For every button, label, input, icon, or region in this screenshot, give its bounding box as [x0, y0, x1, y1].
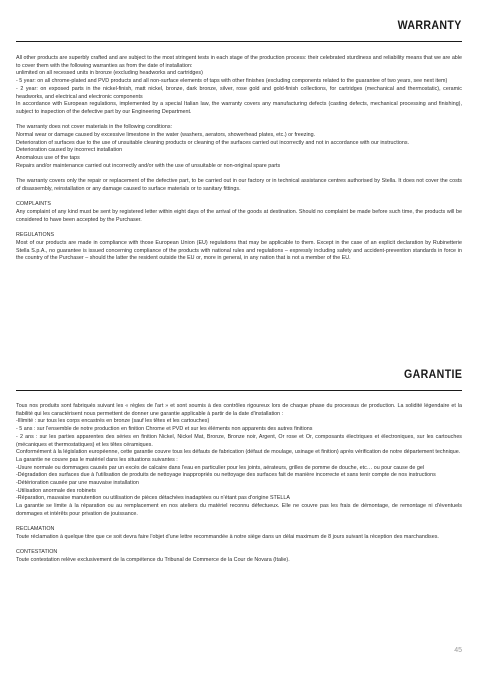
warranty-section	[16, 55, 462, 263]
garantie-intro-paragraph: Tous nos produits sont fabriqués suivant les « règles de l'art » et sont soumis à des contrôles rigoureux lors de chaque phase du processus de production. La solidité légendaire et la fiabilité qui les caractérisent nous permettent de donner une garantie applicable à partir de la date d'installation :	[16, 403, 462, 417]
regulations-title: REGULATIONS	[16, 232, 55, 239]
page-number: 45	[454, 647, 462, 654]
warranty-exclusion-item: Anomalous use of the taps	[16, 155, 80, 162]
garantie-heading: GARANTIE	[403, 369, 462, 381]
garantie-exclusion-item: -Dégradation des surfaces due à l'utilisation de produits de nettoyage inappropriés ou nettoyage des surfaces fait de manière incorrecte et sans tenir compte de nos instructions	[16, 472, 436, 479]
reclamation-title: RECLAMATION	[16, 526, 55, 533]
garantie-exclusion-item: -Usure normale ou dommages causés par un excès de calcaire dans l'eau en particulier pour les joints, aérateurs, grilles de pomme de douche, etc… ou pour cause de gel	[16, 464, 425, 471]
warranty-exclusions-lead: The warranty does not cover materials in the following conditions:	[16, 124, 173, 131]
warranty-intro-item: - 5 year: on all chrome-plated and PVD products and all non-surface elements of taps with other finishes (excluding components related to the guarantee of two years, see next item)	[16, 78, 448, 85]
complaints-text: Any complaint of any kind must be sent by registered letter within eight days of the arrival of the goods at destination. Should no complaint be made before such time, the products will be considered to have been accepted by the Purchaser.	[16, 209, 462, 223]
garantie-item: - 2 ans : sur les parties apparentes des séries en finition Nickel, Nickel Mat, Bronze, Bronze noir, Argent, Or rose et Or, composants électriques et électroniques, sur les cartouches (mécaniques et thermostatiques) et les têtes céramiques.	[16, 433, 462, 448]
warranty-intro-item: - 2 year: on exposed parts in the nickel-finish, matt nickel, bronze, dark bronze, silver, rose gold and gold-finish collections, for cartridges (mechanical and thermostatic), ceramic headworks, and electrical and electronic components	[16, 85, 462, 100]
garantie-exclusion-item: -Réparation, mauvaise manutention ou utilisation de pièces détachées inadaptées ou n'étant pas d'origine STELLA	[16, 495, 290, 502]
warranty-intro-paragraph: In accordance with European regulations, implemented by a special Italian law, the warranty covers any manufacturing defects (casting defects, mechanical processing and finishing), subject to inspection of the defective part by our Engineering Department.	[16, 101, 462, 115]
warranty-intro-paragraph: All other products are superbly crafted and are subject to the most stringent tests in each stage of the production process: their celebrated sturdiness and reliability means that we are able to cover them with the following warranties as from the date of installation:	[16, 55, 462, 69]
garantie-paragraph: La garantie se limite à la réparation ou au remplacement en nos ateliers du matériel reconnu défectueux. Elle ne couvre pas les frais de démontage, de remontage ni d'éventuels dommages et intérêts pour privation de jouissance.	[16, 503, 462, 517]
warranty-exclusion-item: Normal wear or damage caused by excessive limestone in the water (washers, aerators, showerhead plates, etc.) or freezing.	[16, 132, 316, 139]
warranty-exclusion-item: Deterioration caused by incorrect installation	[16, 147, 123, 154]
regulations-text: Most of our products are made in compliance with those European Union (EU) regulations that may be applicable to them. Except in the case of an explicit declaration by Rubinetterie Stella S.p.A., no guarantee is issued concerning compliance of the products with national rules and regulations – expressly including safety and accident-prevention standards in force in the country of the Purchaser – should the latter the resident outside the EU or, more in general, in any nation that is not a member of the EU.	[16, 239, 462, 262]
warranty-exclusion-item: Repairs and/or maintenance carried out incorrectly and/or with the use of unsuitable or non-original spare parts	[16, 162, 281, 169]
reclamation-text: Toute réclamation à quelque titre que ce soit devra faire l'objet d'une lettre recommandée à notre siège dans un délai maximum de 8 jours suivant la réception des marchandises.	[16, 533, 439, 540]
garantie-exclusion-item: -Détérioration causée par une mauvaise installation	[16, 480, 139, 487]
garantie-paragraph: La garantie ne couvre pas le matériel dans les situations suivantes :	[16, 456, 178, 463]
warranty-heading: WARRANTY	[397, 20, 462, 32]
warranty-exclusion-item: Deterioration of surfaces due to the use of unsuitable cleaning products or cleaning of the surfaces carried out incorrectly and not in accordance with our instructions.	[16, 139, 410, 146]
garantie-section	[16, 403, 462, 565]
garantie-item: - 5 ans : sur l'ensemble de notre production en finition Chrome et PVD et sur les éléments non apparents des autres finitions	[16, 426, 313, 433]
garantie-paragraph: Conformément à la législation européenne, cette garantie couvre tous les défauts de fabrication (défaut de moulage, usinage et finition) après vérification de notre département technique.	[16, 449, 461, 456]
complaints-title: COMPLAINTS	[16, 201, 51, 208]
garantie-rule	[16, 390, 462, 391]
garantie-item: -Illimité : sur tous les corps encastrés en bronze (sauf les têtes et les cartouches)	[16, 418, 210, 425]
garantie-exclusion-item: -Utilisation anormale des robinets	[16, 487, 96, 494]
contestation-title: CONTESTATION	[16, 549, 58, 556]
contestation-text: Toute contestation relève exclusivement de la compétence du Tribunal de Commerce de la Cour de Novara (Italie).	[16, 557, 290, 564]
warranty-coverage-paragraph: The warranty covers only the repair or replacement of the defective part, to be carried out in our factory or in technical assistance centres authorised by Stella. It does not cover the costs of disassembly, reinstallation or any damage caused to surface materials or to sanitary fittings.	[16, 178, 462, 192]
warranty-intro-item: unlimited on all recessed units in bronze (excluding headworks and cartridges)	[16, 70, 203, 77]
warranty-rule	[16, 41, 462, 42]
